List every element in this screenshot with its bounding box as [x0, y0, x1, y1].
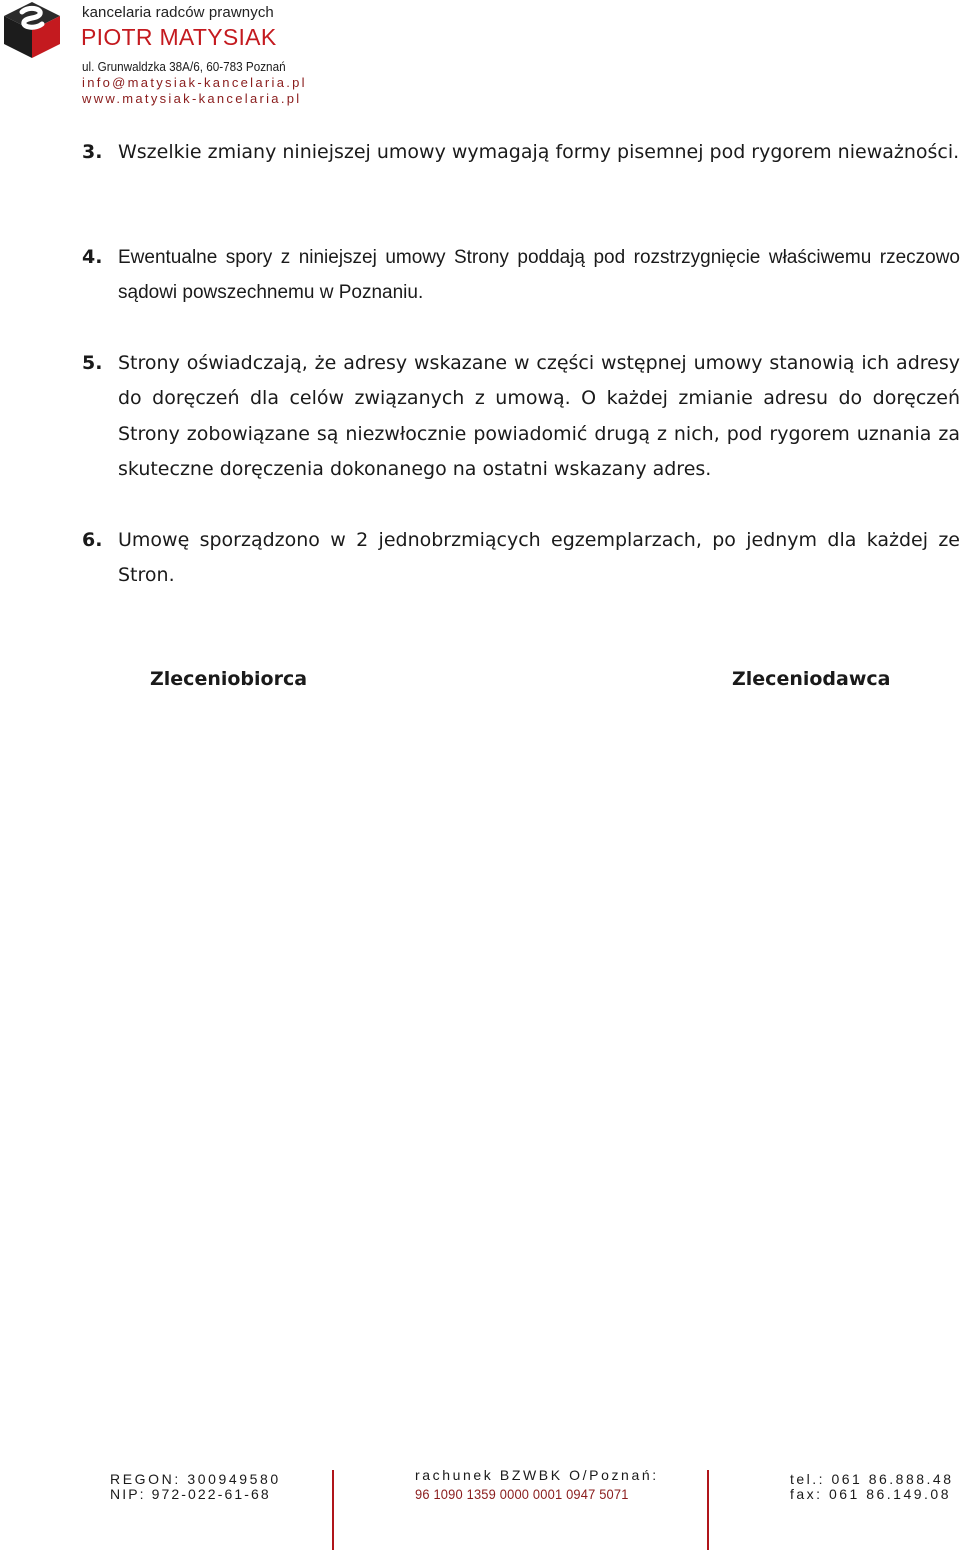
firm-type: kancelaria radców prawnych [82, 4, 274, 21]
firm-logo-icon [2, 0, 62, 58]
footer-divider [707, 1470, 709, 1550]
clause-text: Wszelkie zmiany niniejszej umowy wymagają formy pisemnej pod rygorem nieważności. [118, 141, 960, 163]
clause-text: Umowę sporządzono w 2 jednobrzmiących egzemplarzach, po jednym dla każdej ze Stron. [118, 529, 960, 587]
footer-regon: REGON: 300949580 [110, 1471, 281, 1487]
signature-contractor: Zleceniobiorca [150, 668, 308, 690]
footer-bank-label: rachunek BZWBK O/Poznań: [415, 1467, 659, 1483]
clause-number: 3. [82, 141, 103, 163]
clause-6 [82, 523, 960, 594]
clause-5 [82, 346, 960, 488]
clause-text: Ewentualne spory z niniejszej umowy Strony poddają pod rozstrzygnięcie właściwemu rzeczowo sądowi powszechnemu w Poznaniu. [118, 247, 960, 304]
clause-3 [82, 135, 960, 170]
clause-number: 4. [82, 246, 103, 268]
footer-divider [332, 1470, 334, 1550]
firm-address: ul. Grunwaldzka 38A/6, 60-783 Poznań [82, 59, 286, 74]
clause-text: Strony oświadczają, że adresy wskazane w części wstępnej umowy stanowią ich adresy do doręczeń dla celów związanych z umową. O każdej zmianie adresu do doręczeń Strony zobowiązane są niezwłocznie powiadomić drugą z nich, pod rygorem uznania za skuteczne doręczenia dokonanego na ostatni wskazany adres. [118, 352, 960, 481]
footer-bank-account: 96 1090 1359 0000 0001 0947 5071 [415, 1486, 629, 1502]
clause-number: 6. [82, 529, 103, 551]
clause-4 [82, 240, 960, 311]
firm-email: info@matysiak-kancelaria.pl [82, 75, 307, 90]
signature-client: Zleceniodawca [732, 668, 891, 690]
firm-website: www.matysiak-kancelaria.pl [82, 91, 302, 106]
footer-nip: NIP: 972-022-61-68 [110, 1486, 271, 1502]
footer-fax: fax: 061 86.149.08 [790, 1486, 951, 1502]
firm-name: PIOTR MATYSIAK [81, 24, 277, 50]
footer-phone: tel.: 061 86.888.48 [790, 1471, 954, 1487]
clause-number: 5. [82, 352, 103, 374]
